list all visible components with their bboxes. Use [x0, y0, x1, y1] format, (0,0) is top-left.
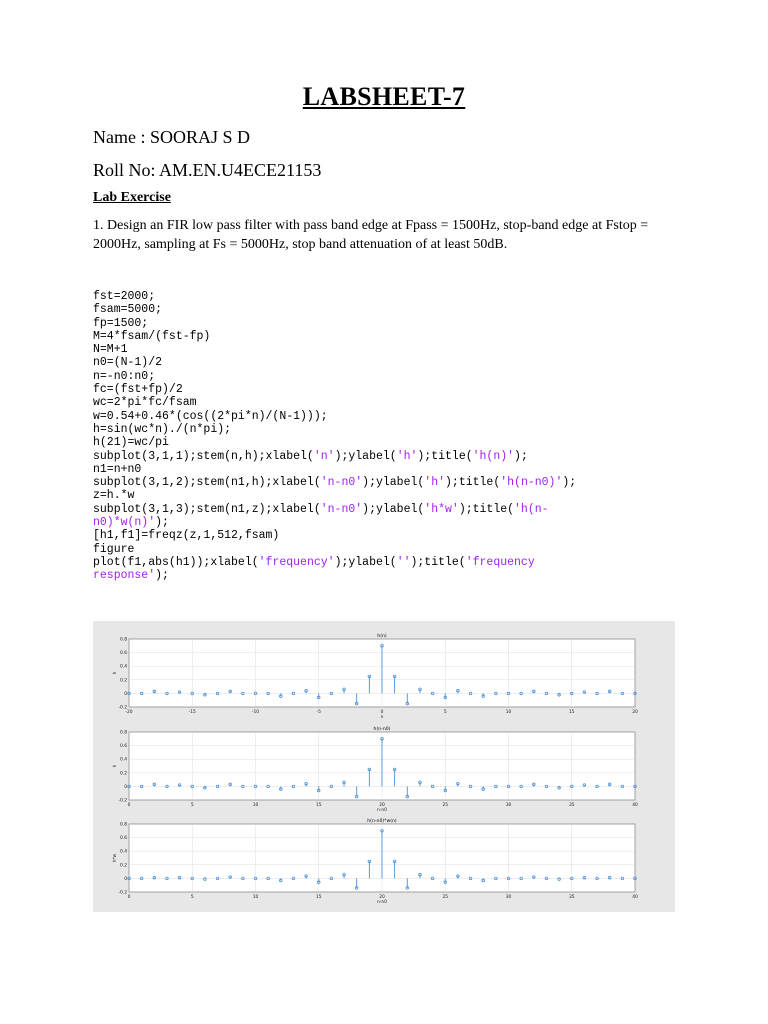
code-text: fp=1500; [93, 316, 149, 330]
code-string-literal: 'h(n- [514, 502, 549, 516]
code-text: plot(f1,abs(h1));xlabel( [93, 555, 259, 569]
code-line [93, 410, 693, 423]
code-line [93, 569, 693, 582]
code-string-literal: response' [93, 569, 156, 583]
code-string-literal: 'h*w' [424, 502, 459, 516]
code-text: z=h.*w [93, 489, 135, 503]
x-tick-label: 40 [632, 895, 638, 900]
document-title: LABSHEET-7 [302, 82, 466, 111]
y-tick-label: 0.4 [120, 757, 127, 763]
code-text: subplot(3,1,1);stem(n,h);xlabel( [93, 449, 314, 463]
code-text: h(21)=wc/pi [93, 436, 169, 450]
x-tick-label: 30 [505, 803, 512, 808]
student-name: Name : SOORAJ S D [93, 127, 251, 147]
x-tick-label: 35 [568, 803, 575, 808]
code-text: h=sin(wc*n)./(n*pi); [93, 422, 232, 436]
code-text: n0=(N-1)/2 [93, 356, 163, 370]
code-line [93, 383, 693, 396]
code-text: subplot(3,1,3);stem(n1,z);xlabel( [93, 502, 321, 516]
exercise-question: 1. Design an FIR low pass filter with pass band edge at Fpass = 1500Hz, stop-band edge at Fstop = 2000Hz, sampling at Fs = 5000Hz, stop band attenuation of at least 50dB. [93, 218, 649, 252]
y-tick-label: -0.2 [118, 705, 127, 711]
y-tick-label: 0.6 [120, 651, 127, 657]
code-text: );ylabel( [334, 555, 397, 569]
code-text: w=0.54+0.46*(cos((2*pi*n)/(N-1))); [93, 409, 328, 423]
stem-plot-figure [93, 621, 675, 912]
code-text: );title( [410, 555, 466, 569]
x-tick-label: 5 [190, 895, 194, 900]
x-tick-label: 15 [315, 803, 322, 808]
code-line [93, 503, 693, 516]
x-tick-label: 40 [632, 803, 638, 808]
code-line [93, 396, 693, 409]
x-tick-label: 35 [568, 895, 575, 900]
code-text: N=M+1 [93, 343, 128, 357]
code-text: M=4*fsam/(fst-fp) [93, 329, 211, 343]
code-line [93, 436, 693, 449]
x-axis-label: n [380, 715, 384, 720]
x-tick-label: -10 [251, 710, 260, 715]
y-tick-label: 0 [124, 691, 127, 697]
code-line [93, 423, 693, 436]
code-line [93, 290, 693, 303]
exercise-heading: Lab Exercise [93, 190, 171, 205]
y-tick-label: 0.2 [120, 863, 127, 869]
y-tick-label: 0.4 [120, 849, 127, 855]
y-tick-label: -0.2 [118, 890, 127, 896]
x-tick-label: 30 [505, 895, 512, 900]
y-tick-label: -0.2 [118, 798, 127, 804]
code-string-literal: 'h(n-n0)' [500, 476, 563, 490]
code-text: );ylabel( [334, 449, 397, 463]
x-tick-label: -15 [188, 710, 196, 715]
x-tick-label: 0 [380, 710, 384, 715]
x-tick-label: 10 [252, 803, 259, 808]
plot-title: h(n-n0)*w(n) [367, 819, 397, 824]
x-tick-label: 20 [632, 710, 638, 715]
y-tick-label: 0.8 [120, 822, 127, 828]
code-string-literal: 'h' [396, 449, 418, 463]
code-text: fst=2000; [93, 290, 156, 303]
code-text: n=-n0:n0; [93, 369, 156, 383]
y-axis-label: h [113, 764, 118, 768]
code-text: [h1,f1]=freqz(z,1,512,fsam) [93, 529, 280, 543]
code-text: subplot(3,1,2);stem(n1,h);xlabel( [93, 476, 321, 490]
x-tick-label: 20 [379, 895, 385, 900]
code-text: ); [514, 449, 528, 463]
y-axis-label: h*w [113, 853, 118, 863]
code-line [93, 356, 693, 369]
code-text: fc=(fst+fp)/2 [93, 383, 183, 397]
code-string-literal: 'n-n0' [320, 476, 363, 490]
code-text: );title( [458, 502, 515, 516]
code-line [93, 463, 693, 476]
code-text: ); [562, 476, 577, 490]
x-tick-label: 25 [442, 803, 449, 808]
y-tick-label: 0.4 [120, 664, 127, 670]
code-string-literal: '' [396, 555, 411, 569]
code-text: figure [93, 542, 135, 556]
code-line [93, 303, 693, 316]
code-string-literal: 'frequency' [258, 555, 335, 569]
code-text: );ylabel( [362, 476, 425, 490]
x-tick-label: 0 [127, 895, 131, 900]
x-tick-label: 10 [252, 895, 259, 900]
x-tick-label: 0 [127, 803, 131, 808]
code-line [93, 450, 693, 463]
code-text: );title( [445, 476, 501, 490]
x-tick-label: 20 [379, 803, 385, 808]
y-tick-label: 0.2 [120, 771, 127, 777]
x-tick-label: 15 [568, 710, 575, 715]
code-string-literal: 'h' [424, 476, 446, 490]
y-tick-label: 0 [124, 876, 127, 882]
code-line [93, 556, 693, 569]
x-tick-label: -20 [125, 710, 133, 715]
y-tick-label: 0.8 [120, 730, 127, 736]
x-axis-label: n-n0 [377, 900, 387, 905]
code-string-literal: 'h(n)' [472, 449, 515, 463]
y-tick-label: 0.6 [120, 744, 127, 750]
code-text: ); [155, 569, 169, 583]
code-text: n1=n+n0 [93, 462, 142, 476]
y-axis-label: h [113, 671, 118, 675]
code-text: fsam=5000; [93, 303, 163, 317]
code-string-literal: 'n' [313, 449, 335, 463]
x-tick-label: 15 [315, 895, 322, 900]
stem-plots-svg [93, 621, 675, 912]
matlab-code-block [93, 290, 693, 583]
code-line [93, 489, 693, 502]
code-line [93, 476, 693, 489]
code-text: );ylabel( [362, 502, 425, 516]
code-line [93, 529, 693, 542]
y-tick-label: 0 [124, 784, 127, 790]
x-tick-label: 25 [442, 895, 449, 900]
x-axis-label: n-n0 [377, 808, 387, 813]
x-tick-label: -5 [316, 710, 321, 715]
code-text: );title( [417, 449, 473, 463]
plot-title: h(n) [377, 634, 387, 639]
code-line [93, 317, 693, 330]
code-line [93, 516, 693, 529]
code-text: ); [155, 516, 169, 530]
code-string-literal: 'frequency [465, 555, 535, 569]
x-tick-label: 5 [190, 803, 194, 808]
x-tick-label: 5 [443, 710, 447, 715]
y-tick-label: 0.2 [120, 678, 127, 684]
roll-number: Roll No: AM.EN.U4ECE21153 [93, 160, 322, 180]
code-text: wc=2*pi*fc/fsam [93, 396, 197, 410]
code-string-literal: n0)*w(n)' [93, 516, 156, 530]
y-tick-label: 0.6 [120, 836, 127, 842]
code-string-literal: 'n-n0' [320, 502, 363, 516]
code-line [93, 370, 693, 383]
code-line [93, 543, 693, 556]
plot-title: h(n-n0) [373, 727, 391, 732]
code-line [93, 330, 693, 343]
y-tick-label: 0.8 [120, 637, 127, 643]
code-line [93, 343, 693, 356]
x-tick-label: 10 [505, 710, 512, 715]
